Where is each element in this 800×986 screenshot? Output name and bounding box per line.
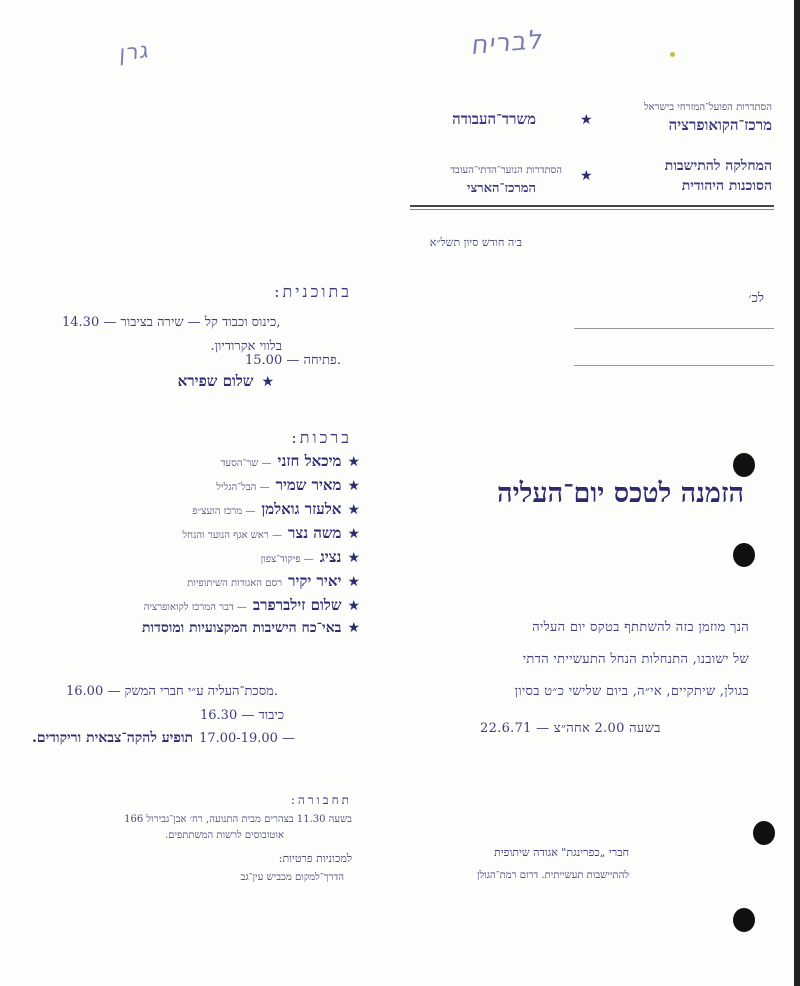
greeting-name: משה נצר	[287, 524, 342, 542]
header-divider	[410, 205, 774, 207]
sender-line-2: להתיישבות תעשייתית. דרום רמת־הגולן	[476, 870, 629, 881]
star-icon: ★	[347, 574, 360, 590]
program-item-2: 15.00 — פתיחה.	[245, 353, 341, 368]
sender-line-1: חברי „כפרינגת" אגודה שיתופית	[494, 846, 629, 859]
schedule-item-1: 16.00 — מסכת־העליה ע״י חברי המשק.	[66, 684, 278, 699]
program-heading: בתוכנית:	[274, 282, 352, 301]
greeting-item	[216, 476, 360, 495]
invitation-title: הזמנה לטכס יום־העליה	[497, 478, 744, 509]
greeting-item	[187, 572, 360, 591]
greeting-role: — מרכז הועצ״פ	[192, 506, 256, 517]
date-line: ב׳ה חודש סיון תשל״א	[429, 236, 522, 249]
address-line-2	[574, 365, 774, 366]
star-icon: ★	[261, 374, 274, 390]
greeting-role: — שר־הסעד	[220, 458, 272, 469]
greeting-name: מיכאל חזני	[277, 452, 342, 470]
transport-line-2: אוטובוסים לרשות המשתתפים.	[164, 830, 284, 841]
greeting-name: שלום זילברפרב	[252, 596, 342, 614]
schedule-item-3-time: 17.00-19.00 —	[199, 731, 296, 746]
greeting-item	[182, 524, 360, 543]
header-divider-thin	[410, 209, 774, 210]
punch-hole	[733, 908, 755, 932]
invitation-line-2: של ישובנו, התנחלות הנחל התעשייתי הדתי	[522, 652, 749, 667]
greeting-role: — הבל־הגליל	[216, 482, 270, 493]
program-item-1: 14.30 — כינוס וכבוד קל — שירה בציבור,	[62, 315, 281, 330]
greeting-role: רסם האגודות השיתופיות	[187, 578, 283, 589]
org1-main-label: מרכז־הקואופרציה	[668, 116, 772, 134]
handwritten-note-left: ג‏ר‏ן	[116, 38, 151, 67]
star-icon: ★	[347, 598, 360, 614]
to-label: לכ׳	[748, 291, 764, 306]
punch-hole	[733, 453, 755, 477]
greetings-list	[20, 452, 360, 652]
private-cars-line: הדרך־למקום מכביש עין־גב	[240, 872, 344, 883]
greeting-item	[221, 452, 360, 471]
star-icon: ★	[347, 454, 360, 470]
star-icon: ★	[347, 620, 360, 636]
greeting-item	[192, 500, 360, 519]
address-line-1	[574, 328, 774, 329]
transport-heading: תחבורה:	[290, 793, 352, 807]
star-icon: ★	[580, 168, 593, 184]
org2-main-label: המרכז־הארצי	[467, 181, 536, 196]
program-item-1b: בלווי אקרודיון.	[210, 339, 282, 354]
transport-line-1: בשעה 11.30 בצהרים מבית התנועה, רח׳ אבן־גבירול 166	[124, 814, 352, 825]
greeting-role: — דבר המרכז לקואופרציה	[143, 602, 247, 613]
schedule-item-3-text: תופיע להקה־צבאית וריקודים.	[32, 730, 194, 746]
greetings-heading: ברכות:	[291, 428, 352, 447]
opening-speaker	[178, 372, 274, 391]
schedule-item-3	[32, 730, 295, 747]
ministry-label: משרד־העבודה	[452, 110, 536, 128]
org2-small-label: הסתדרות הנוער־הדתי־העובד	[450, 165, 562, 176]
speaker-name: שלום שפירא	[177, 372, 254, 390]
greeting-name: נציג	[319, 548, 342, 566]
star-icon: ★	[347, 502, 360, 518]
dept-line1: המחלקה להתישבות	[664, 158, 772, 174]
punch-hole	[753, 821, 775, 845]
star-icon: ★	[347, 478, 360, 494]
greeting-name: באי־כח הישיבות המקצועיות ומוסדות	[141, 620, 342, 636]
greeting-role: — ראש אגף הנוער והנחל	[182, 530, 282, 541]
star-icon: ★	[347, 550, 360, 566]
private-cars-heading: למכוניות פרטיות:	[278, 852, 352, 865]
dept-line2: הסוכנות היהודית	[681, 178, 772, 194]
invitation-line-1: הנך מוזמן בזה להשתתף בטקס יום העליה	[532, 620, 749, 635]
greeting-name: מאיר שמיר	[275, 476, 342, 494]
greeting-name: יאיר יקיר	[288, 572, 342, 590]
greeting-item	[144, 596, 360, 615]
star-icon: ★	[580, 112, 593, 128]
schedule-item-2: 16.30 — כיבוד	[200, 708, 285, 723]
star-icon: ★	[347, 526, 360, 542]
org1-small-label: הסתדרות הפועל־המזרחי בישראל	[643, 102, 772, 113]
greeting-item	[142, 620, 360, 637]
invitation-line-3: בגולן, שיתקיים, אי״ה, ביום שלישי כ״ט בסיון	[514, 684, 749, 699]
stain-mark	[670, 52, 675, 57]
greeting-item	[261, 548, 360, 567]
invitation-line-4: 22.6.71 — בשעה 2.00 אחה״צ	[480, 721, 661, 736]
greeting-role: — פיקוד־צפון	[260, 554, 314, 565]
greeting-name: אלעזר גואלמן	[261, 500, 342, 518]
handwritten-note-middle: לבריח	[468, 24, 544, 62]
punch-hole	[733, 543, 755, 567]
